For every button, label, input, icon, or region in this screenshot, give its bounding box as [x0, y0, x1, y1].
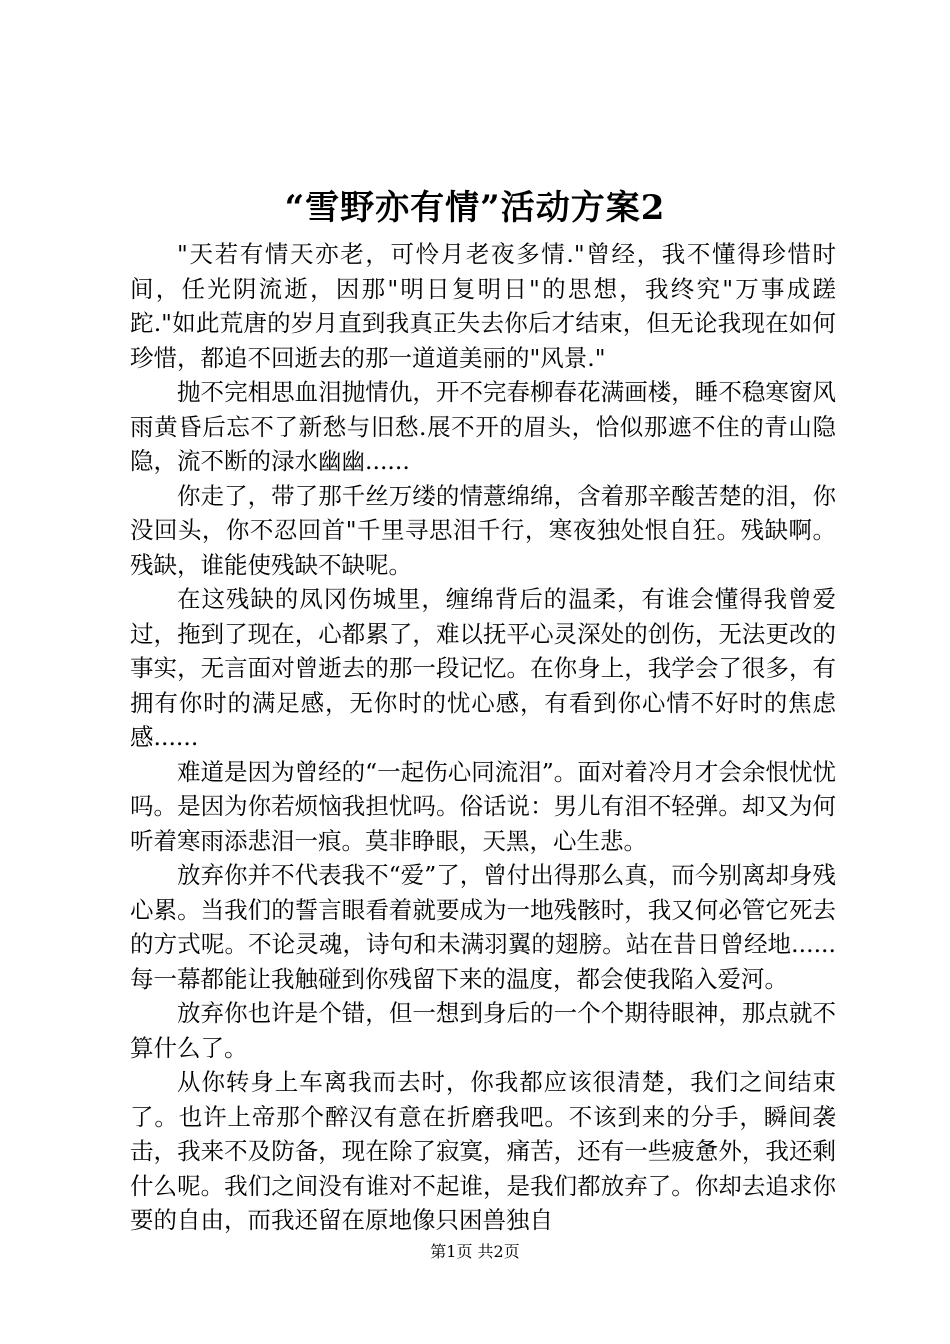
paragraph: 放弃你也许是个错，但一想到身后的一个个期待眼神，那点就不算什么了。: [130, 999, 836, 1062]
document-body: [130, 237, 836, 1238]
paragraph: 放弃你并不代表我不“爱”了，曾付出得那么真，而今别离却身残心累。当我们的誓言眼看着就要成为一地残骸时，我又何必管它死去的方式呢。不论灵魂，诗句和未满羽翼的翅膀。站在昔日曾经地......每一幕都能让我触碰到你残留下来的温度，都会使我陷入爱河。: [130, 861, 836, 993]
paragraph: 从你转身上车离我而去时，你我都应该很清楚，我们之间结束了。也许上帝那个醉汉有意在折磨我吧。不该到来的分手，瞬间袭击，我来不及防备，现在除了寂寞，痛苦，还有一些疲惫外，我还剩什么呢。我们之间没有谁对不起谁，是我们都放弃了。你却去追求你要的自由，而我还留在原地像只困兽独自: [130, 1068, 836, 1234]
paragraph: 难道是因为曾经的“一起伤心同流泪”。面对着冷月才会余恨忧忧吗。是因为你若烦恼我担忧吗。俗话说：男儿有泪不轻弹。却又为何听着寒雨添悲泪一痕。莫非睁眼，天黑，心生悲。: [130, 757, 836, 855]
document-title: “雪野亦有情”活动方案2: [284, 188, 666, 228]
page-number-footer: 第1页 共2页: [430, 1242, 520, 1261]
paragraph: "天若有情天亦老，可怜月老夜多情."曾经，我不懂得珍惜时间，任光阴流逝，因那"明日复明日"的思想，我终究"万事成蹉跎."如此荒唐的岁月直到我真正失去你后才结束，但无论我现在如何珍惜，都追不回逝去的那一道道美丽的"风景.": [130, 240, 836, 372]
paragraph: 你走了，带了那千丝万缕的情薏绵绵，含着那辛酸苦楚的泪，你没回头，你不忍回首"千里寻思泪千行，寒夜独处恨自狂。残缺啊。残缺，谁能使残缺不缺呢。: [130, 481, 836, 579]
paragraph: 抛不完相思血泪抛情仇，开不完春柳春花满画楼，睡不稳寒窗风雨黄昏后忘不了新愁与旧愁.展不开的眉头，恰似那遮不住的青山隐隐，流不断的渌水幽幽......: [130, 378, 836, 475]
paragraph: 在这残缺的凤冈伤城里，缠绵背后的温柔，有谁会懂得我曾爱过，拖到了现在，心都累了，难以抚平心灵深处的创伤，无法更改的事实，无言面对曾逝去的那一段记忆。在你身上，我学会了很多，有拥有你时的满足感，无你时的忧心感，有看到你心情不好时的焦虑感......: [130, 585, 836, 751]
